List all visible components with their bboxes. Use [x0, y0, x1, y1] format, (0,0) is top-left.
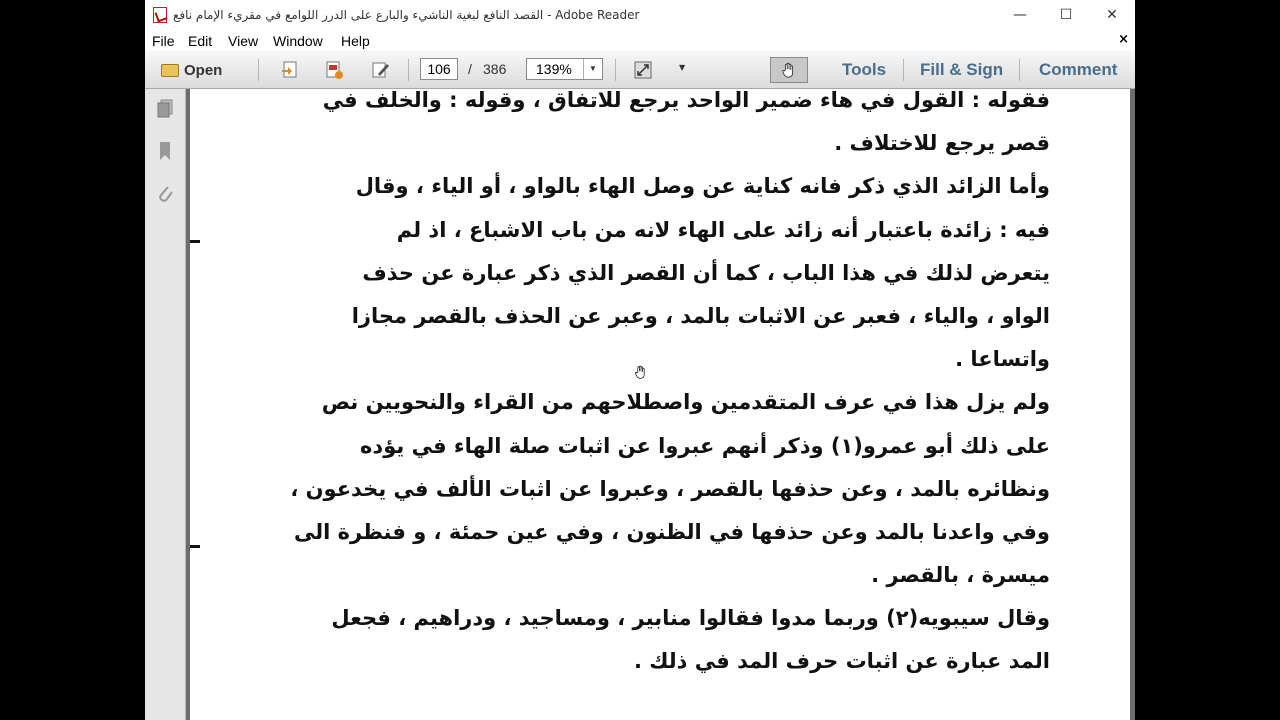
close-document-icon[interactable]: × [1118, 32, 1129, 47]
create-pdf-icon[interactable] [280, 60, 300, 80]
text-line: واتساعا . [955, 347, 1050, 372]
window-title: القصد النافع لبغية الناشيء والبارع على الدرر اللوامع في مقريء الإمام نافع - Adobe Reader [173, 8, 640, 22]
text-line: وفي واعدنا بالمد وعن حذفها في الظنون ، وفي عين حمئة ، و فنظرة الى [294, 519, 1050, 544]
text-line: فقوله : القول في هاء ضمير الواحد يرجع للاتفاق ، وقوله : والخلف في [322, 89, 1050, 112]
hand-cursor-icon [633, 363, 649, 381]
document-viewport[interactable] [186, 89, 1135, 720]
text-line: وأما الزائد الذي ذكر فانه كناية عن وصل الهاء بالواو ، أو الياء ، وقال [355, 174, 1050, 199]
text-line: ولم يزل هذا في عرف المتقدمين واصطلاحهم من القراء والنحويين نص [321, 390, 1050, 415]
chevron-down-icon[interactable]: ▼ [583, 59, 602, 79]
attachment-icon[interactable] [157, 183, 173, 203]
text-line: يتعرض لذلك في هذا الباب ، كما أن القصر الذي ذكر عبارة عن حذف [362, 260, 1050, 285]
edit-pdf-icon[interactable] [370, 60, 390, 80]
toolbar-divider [258, 59, 259, 81]
tab-comment[interactable]: Comment [1039, 60, 1118, 79]
hand-tool-button[interactable] [770, 57, 808, 83]
text-line: على ذلك أبو عمرو(١) وذكر أنهم عبروا عن اثبات صلة الهاء في يؤده [360, 433, 1050, 458]
toolbar-options-icon[interactable]: ▼ [679, 63, 686, 72]
toolbar-divider [615, 59, 616, 81]
margin-mark [190, 240, 200, 243]
menu-window[interactable]: Window [273, 33, 323, 49]
reader-window [145, 0, 1135, 720]
total-pages: 386 [483, 61, 507, 77]
zoom-select[interactable] [526, 58, 603, 80]
minimize-button[interactable]: — [1013, 7, 1027, 23]
menu-help[interactable]: Help [341, 33, 370, 49]
text-line: الواو ، والياء ، فعبر عن الاثبات بالمد ، وعبر عن الحذف بالقصر مجازا [351, 303, 1050, 328]
menu-view[interactable]: View [228, 33, 259, 49]
menu-file[interactable]: File [152, 33, 175, 49]
margin-mark [190, 545, 200, 548]
page-number-input[interactable]: 106 [420, 58, 458, 80]
close-window-button[interactable]: ✕ [1106, 7, 1118, 23]
toolbar-divider [408, 59, 409, 81]
page-text [270, 89, 1050, 684]
text-line: ونظائره بالمد ، وعن حذفها بالقصر ، وعبروا عن اثبات الألف في يخدعون ، [290, 476, 1050, 501]
maximize-button[interactable]: ☐ [1059, 7, 1073, 23]
text-line: فيه : زائدة باعتبار أنه زائد على الهاء لانه من باب الاشباع ، اذ لم [396, 217, 1050, 242]
toolbar-divider [903, 59, 904, 81]
open-label: Open [184, 61, 223, 79]
toolbar-divider [1019, 59, 1020, 81]
tab-fill-sign[interactable]: Fill & Sign [920, 60, 1004, 79]
zoom-value: 139% [536, 61, 572, 77]
text-line: قصر يرجع للاختلاف . [834, 131, 1050, 156]
open-button[interactable] [161, 58, 222, 82]
full-screen-icon[interactable] [633, 60, 653, 80]
tab-tools[interactable]: Tools [842, 60, 887, 79]
pdf-page [190, 89, 1130, 720]
export-pdf-icon[interactable] [324, 60, 344, 80]
text-line: المد عبارة عن اثبات حرف المد في ذلك . [633, 649, 1050, 674]
menu-bar [145, 31, 1135, 51]
text-line: وقال سيبويه(٢) وربما مدوا فقالوا منابير ، ومساجيد ، ودراهيم ، فجعل [331, 606, 1050, 631]
folder-icon [161, 64, 179, 77]
bookmark-icon[interactable] [157, 141, 173, 161]
text-line: ميسرة ، بالقصر . [871, 563, 1050, 588]
pages-icon[interactable] [157, 99, 173, 119]
toolbar [145, 51, 1135, 89]
pdf-file-icon [153, 7, 167, 23]
page-separator: / [468, 61, 472, 77]
title-bar [145, 0, 1135, 31]
menu-edit[interactable]: Edit [188, 33, 213, 49]
navigation-pane [145, 89, 186, 720]
hand-icon [780, 61, 798, 79]
